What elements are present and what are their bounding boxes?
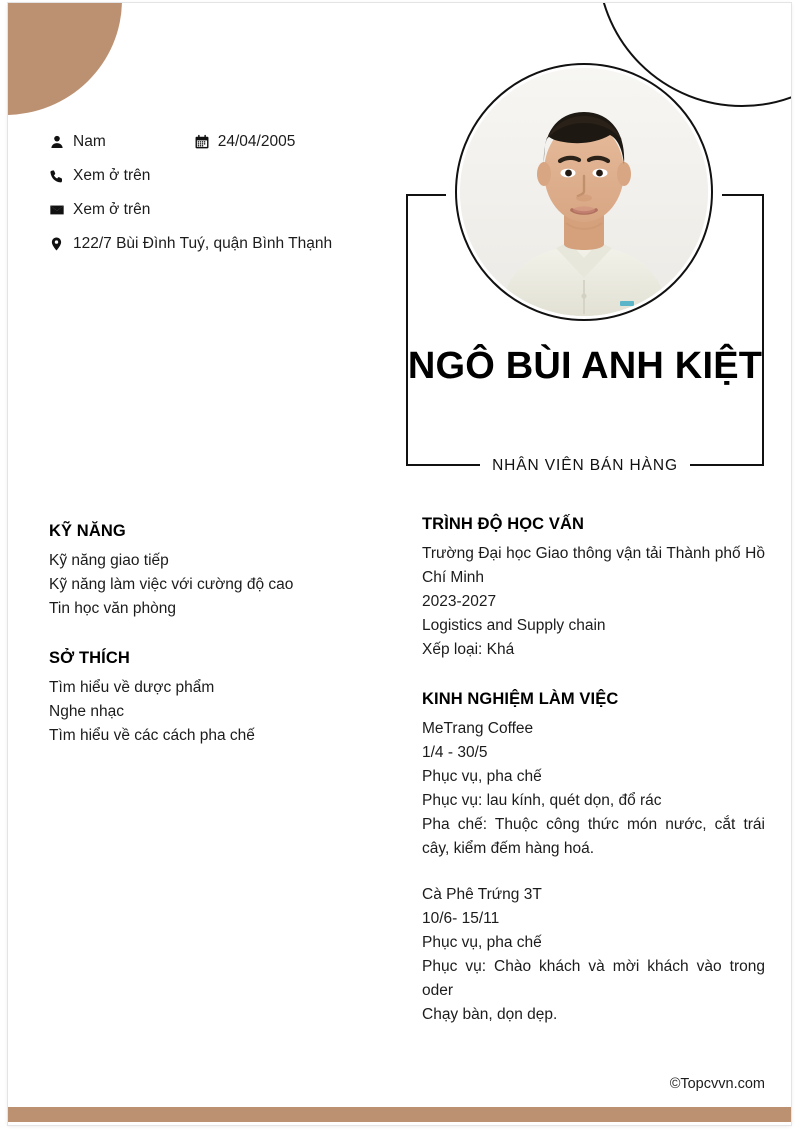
contact-address-value: 122/7 Bùi Đình Tuý, quận Bình Thạnh	[73, 234, 333, 252]
job-company: Cà Phê Trứng 3T	[422, 886, 542, 904]
interests-heading: SỞ THÍCH	[49, 649, 130, 668]
education-years: 2023-2027	[422, 593, 497, 611]
person-icon	[49, 134, 73, 150]
job-title: NHÂN VIÊN BÁN HÀNG	[480, 454, 690, 477]
interests-item: Tìm hiểu về các cách pha chế	[49, 727, 255, 745]
skills-item: Tin học văn phòng	[49, 600, 176, 618]
contact-gender	[49, 133, 106, 152]
left-column	[49, 520, 394, 748]
contact-birthdate-value: 24/04/2005	[217, 132, 296, 150]
envelope-icon	[49, 202, 73, 218]
contact-gender-value: Nam	[73, 132, 106, 150]
location-pin-icon	[49, 236, 73, 252]
portrait-illustration	[460, 68, 708, 316]
calendar-icon	[194, 134, 218, 150]
job-duty: Pha chế: Thuộc công thức món nước, cắt trái cây, kiểm đếm hàng hoá.	[422, 816, 765, 858]
job-company: MeTrang Coffee	[422, 720, 534, 738]
contact-row-gender-birthdate	[49, 125, 399, 159]
education-heading: TRÌNH ĐỘ HỌC VẤN	[422, 515, 585, 533]
job-role: Phục vụ, pha chế	[422, 768, 542, 786]
contact-row-email	[49, 193, 399, 227]
section-experience	[422, 688, 765, 1027]
contact-phone-value: Xem ở trên	[73, 166, 151, 184]
section-education	[422, 513, 765, 662]
experience-job	[422, 717, 765, 861]
contact-email-value: Xem ở trên	[73, 200, 151, 218]
job-role: Phục vụ, pha chế	[422, 934, 542, 952]
job-duty: Phục vụ: Chào khách và mời khách vào trong oder	[422, 958, 765, 1000]
job-title-wrap	[406, 454, 764, 477]
interests-item: Nghe nhạc	[49, 703, 124, 721]
site-credit: ©Topcvvn.com	[669, 1076, 765, 1092]
avatar	[455, 63, 713, 321]
phone-icon	[49, 169, 73, 184]
education-major: Logistics and Supply chain	[422, 617, 606, 635]
job-period: 1/4 - 30/5	[422, 744, 488, 762]
page-title: NGÔ BÙI ANH KIỆT	[407, 345, 763, 387]
footer-accent-bar	[8, 1107, 791, 1122]
job-duty: Phục vụ: lau kính, quét dọn, đổ rác	[422, 792, 662, 810]
skills-heading: KỸ NĂNG	[49, 522, 126, 540]
contact-row-address	[49, 227, 399, 261]
skills-item: Kỹ năng giao tiếp	[49, 552, 169, 570]
section-skills	[49, 520, 394, 621]
section-interests	[49, 647, 394, 748]
experience-job	[422, 883, 765, 1027]
resume-page	[8, 3, 791, 1125]
corner-quarter-circle-decoration	[8, 3, 122, 115]
contact-info-block	[49, 125, 399, 261]
experience-spacer	[422, 861, 765, 883]
right-column	[422, 513, 765, 1027]
education-grade: Xếp loại: Khá	[422, 641, 515, 659]
job-period: 10/6- 15/11	[422, 910, 500, 928]
skills-item: Kỹ năng làm việc với cường độ cao	[49, 576, 294, 594]
contact-row-phone	[49, 159, 399, 193]
experience-heading: KINH NGHIỆM LÀM VIỆC	[422, 690, 619, 709]
avatar-image	[460, 68, 708, 316]
job-duty: Chạy bàn, dọn dẹp.	[422, 1006, 558, 1024]
interests-item: Tìm hiểu về dược phẩm	[49, 679, 215, 697]
education-school: Trường Đại học Giao thông vận tải Thành phố Hồ Chí Minh	[422, 545, 765, 587]
contact-birthdate	[194, 133, 296, 152]
